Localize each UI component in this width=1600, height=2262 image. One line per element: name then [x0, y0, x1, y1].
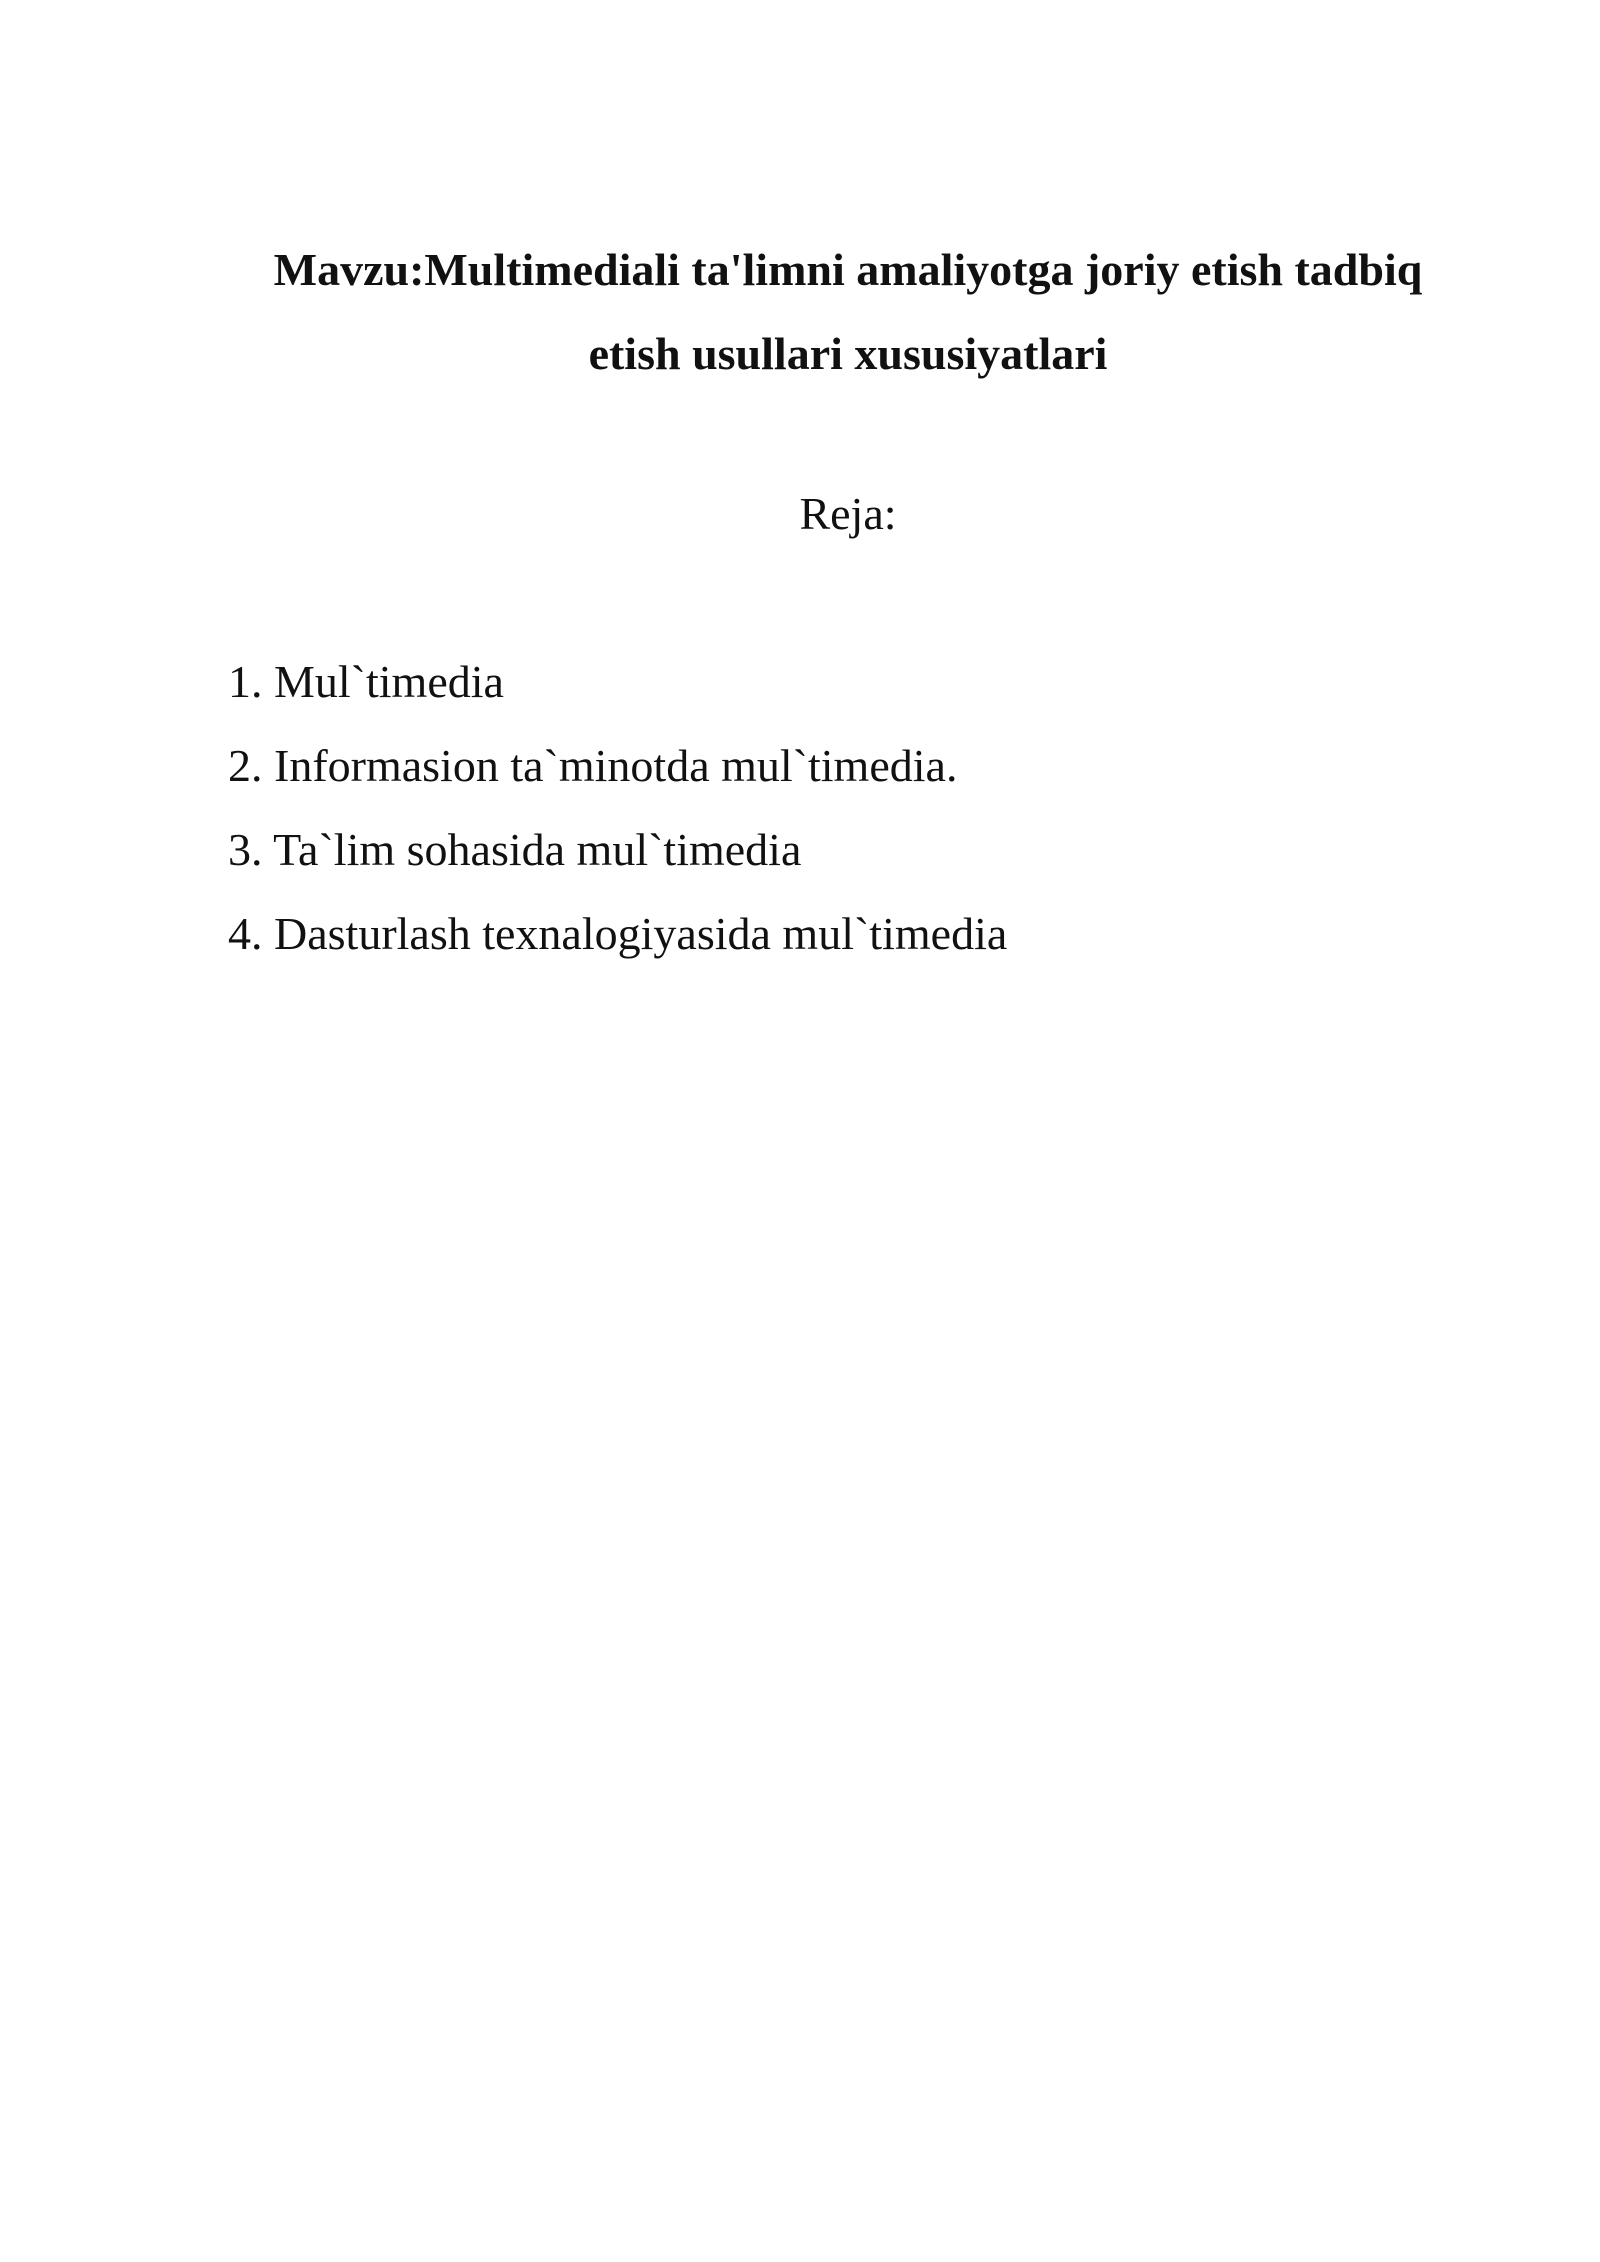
plan-item-4: 4. Dasturlash texnalogiyasida mul`timedia	[228, 908, 1008, 959]
plan-item-3: 3. Ta`lim sohasida mul`timedia	[228, 824, 802, 875]
document-title: Mavzu:Multimediali ta'limni amaliyotga joriy etish tadbiq etish usullari xususiyatlari	[273, 244, 1423, 379]
plan-list	[228, 654, 1428, 990]
plan-item-1: 1. Mul`timedia	[228, 656, 504, 707]
plan-heading: Reja:	[799, 488, 897, 539]
plan-item-2: 2. Informasion ta`minotda mul`timedia.	[228, 740, 958, 791]
